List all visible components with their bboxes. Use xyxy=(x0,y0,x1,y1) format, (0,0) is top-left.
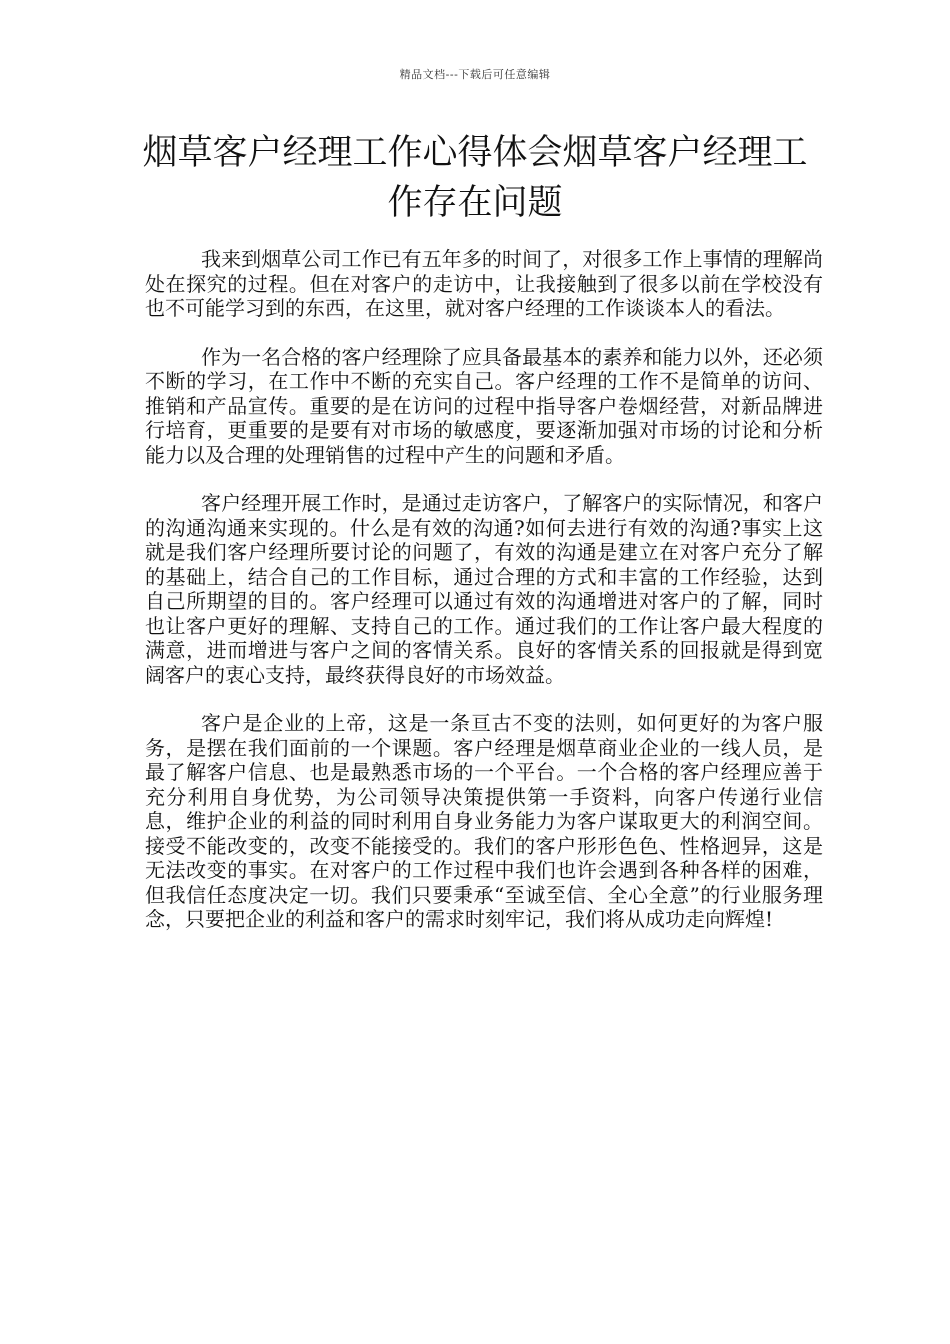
paragraph: 客户经理开展工作时，是通过走访客户，了解客户的实际情况，和客户的沟通沟通来实现的。什么是有效的沟通?如何去进行有效的沟通?事实上这就是我们客户经理所要讨论的问题了，有效的沟通是建立在对客户充分了解的基础上，结合自己的工作目标，通过合理的方式和丰富的工作经验，达到自己所期望的目的。客户经理可以通过有效的沟通增进对客户的了解，同时也让客户更好的理解、支持自己的工作。通过我们的工作让客户最大程度的满意，进而增进与客户之间的客情关系。良好的客情关系的回报就是得到宽阔客户的衷心支持，最终获得良好的市场效益。 xyxy=(145,491,823,687)
paragraph: 客户是企业的上帝，这是一条亘古不变的法则，如何更好的为客户服务，是摆在我们面前的一个课题。客户经理是烟草商业企业的一线人员，是最了解客户信息、也是最熟悉市场的一个平台。一个合格的客户经理应善于充分利用自身优势，为公司领导决策提供第一手资料，向客户传递行业信息，维护企业的利益的同时利用自身业务能力为客户谋取更大的利润空间。接受不能改变的，改变不能接受的。我们的客户形形色色、性格迥异，这是无法改变的事实。在对客户的工作过程中我们也许会遇到各种各样的困难，但我信任态度决定一切。我们只要秉承“至诚至信、全心全意”的行业服务理念，只要把企业的利益和客户的需求时刻牢记，我们将从成功走向辉煌! xyxy=(145,711,823,931)
paragraph: 我来到烟草公司工作已有五年多的时间了，对很多工作上事情的理解尚处在探究的过程。但在对客户的走访中，让我接触到了很多以前在学校没有也不可能学习到的东西，在这里，就对客户经理的工作谈谈本人的看法。 xyxy=(145,247,823,320)
document-body xyxy=(145,247,823,956)
paragraph: 作为一名合格的客户经理除了应具备最基本的素养和能力以外，还必须不断的学习，在工作中不断的充实自己。客户经理的工作不是简单的访问、推销和产品宣传。重要的是在访问的过程中指导客户卷烟经营，对新品牌进行培育，更重要的是要有对市场的敏感度，要逐渐加强对市场的讨论和分析能力以及合理的处理销售的过程中产生的问题和矛盾。 xyxy=(145,344,823,467)
document-title: 烟草客户经理工作心得体会烟草客户经理工作存在问题 xyxy=(142,133,808,223)
header-note: 精品文档---下载后可任意编辑 xyxy=(399,68,551,81)
